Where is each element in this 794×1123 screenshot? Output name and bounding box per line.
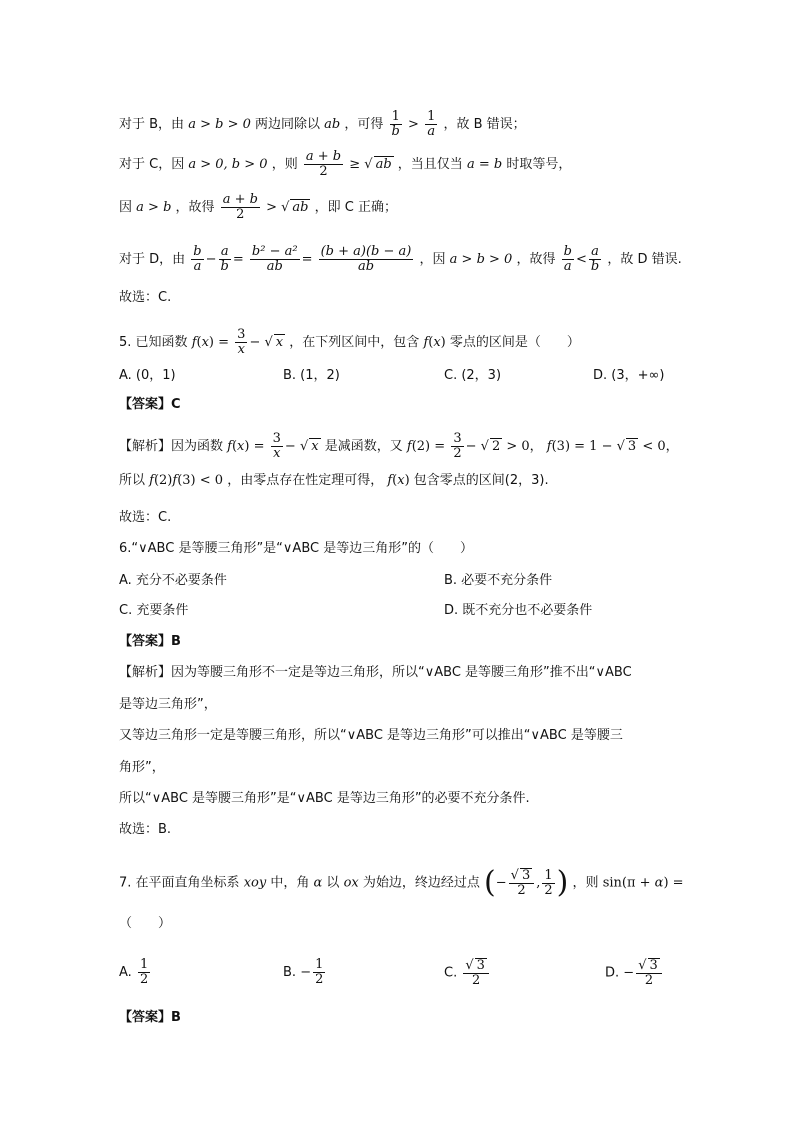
q5-option-c[interactable]: C. (2，3): [444, 368, 502, 383]
q5-option-d[interactable]: D. (3，+∞): [593, 368, 665, 383]
q5-option-b[interactable]: B. (1，2): [283, 368, 340, 383]
q5-selection: 故选：C.: [119, 510, 172, 525]
q6-explanation-3: 又等边三角形一定是等腰三角形，所以“∨ABC 是等边三角形”可以推出“∨ABC 是等腰三: [119, 728, 623, 743]
fraction-1-over-b: $\frac{1}{b}$: [391, 109, 400, 139]
question-5: 5. 已知函数 f(x) = $\frac{3}{x}$ − √ x ，在下列区间中，包含 f(x) 零点的区间是（ ）: [119, 327, 580, 357]
line-option-c-analysis: 对于 C，因 a > 0, b > 0 ，则 $\frac{a + b}{2}$ ≥ √ ab ，当且仅当 a = b 时取等号，: [119, 149, 572, 179]
q5-answer: 【答案】C: [119, 397, 181, 412]
q5-option-a[interactable]: A. (0，1): [119, 368, 176, 383]
q7-option-c[interactable]: C. $\frac{√ 3}{2}$: [444, 958, 491, 988]
q6-option-c[interactable]: C. 充要条件: [119, 603, 189, 618]
q6-option-d[interactable]: D. 既不充分也不必要条件: [444, 603, 593, 618]
q6-explanation-5: 所以“∨ABC 是等腰三角形”是“∨ABC 是等边三角形”的必要不充分条件.: [119, 791, 530, 806]
math-inequality: a > b > 0: [188, 117, 251, 132]
answer-selection: 故选：C.: [119, 290, 172, 305]
q7-option-a[interactable]: A. $\frac{1}{2}$: [119, 957, 149, 987]
q7-paren: （ ）: [119, 916, 172, 931]
line-option-b-analysis: 对于 B，由 a > b > 0 两边同除以 ab ，可得 $\frac{1}{b}$ > $\frac{1}{a}$ ，故 B 错误；: [119, 109, 526, 139]
q6-option-b[interactable]: B. 必要不充分条件: [444, 573, 553, 588]
q6-explanation-4: 角形”，: [119, 760, 165, 775]
fraction-a-plus-b-over-2: $\frac{a + b}{2}$: [305, 149, 342, 179]
fraction-1-over-a: $\frac{1}{a}$: [427, 109, 436, 139]
q7-option-d[interactable]: D. − $\frac{√ 3}{2}$: [605, 958, 664, 988]
line-option-c-conclusion: 因 a > b ，故得 $\frac{a + b}{2}$ > √ ab ，即 C 正确；: [119, 192, 397, 222]
question-7: 7. 在平面直角坐标系 xoy 中，角 α 以 ox 为始边，终边经过点 (− $\frac{√ 3}{2}$ , $\frac{1}{2}$ ) ，则 sin(π + α) =: [119, 865, 684, 900]
q6-explanation-1: 【解析】因为等腰三角形不一定是等边三角形，所以“∨ABC 是等腰三角形”推不出“∨ABC: [119, 665, 632, 680]
q7-option-b[interactable]: B. − $\frac{1}{2}$: [283, 957, 324, 987]
q5-explanation-line1: 【解析】因为函数 f(x) = $\frac{3}{x}$ − √ x 是减函数，又 f(2) = $\frac{3}{2}$ − √ 2 > 0， f(3) = 1 − √ 3 < 0，: [119, 431, 679, 461]
q5-explanation-line2: 所以 f(2)f(3) < 0 ，由零点存在性定理可得， f(x) 包含零点的区间(2，3).: [119, 473, 549, 488]
q6-answer: 【答案】B: [119, 634, 181, 649]
line-option-d-analysis: 对于 D，由 $\frac{b}{a}$ − $\frac{a}{b}$ = $\frac{\text{b² − a²}}{ab}$ = $\frac{(b + a)(b - a)}{ab}$ ，因 a > b > 0 ，故得 $\frac{b}{a}$ < $\frac{a}{b}$ ，故 D 错误.: [119, 244, 682, 274]
q7-answer: 【答案】B: [119, 1010, 181, 1025]
q6-selection: 故选：B.: [119, 822, 172, 837]
q6-option-a[interactable]: A. 充分不必要条件: [119, 573, 227, 588]
question-6: 6.“∨ABC 是等腰三角形”是“∨ABC 是等边三角形”的（ ）: [119, 541, 473, 556]
q6-explanation-2: 是等边三角形”，: [119, 697, 217, 712]
